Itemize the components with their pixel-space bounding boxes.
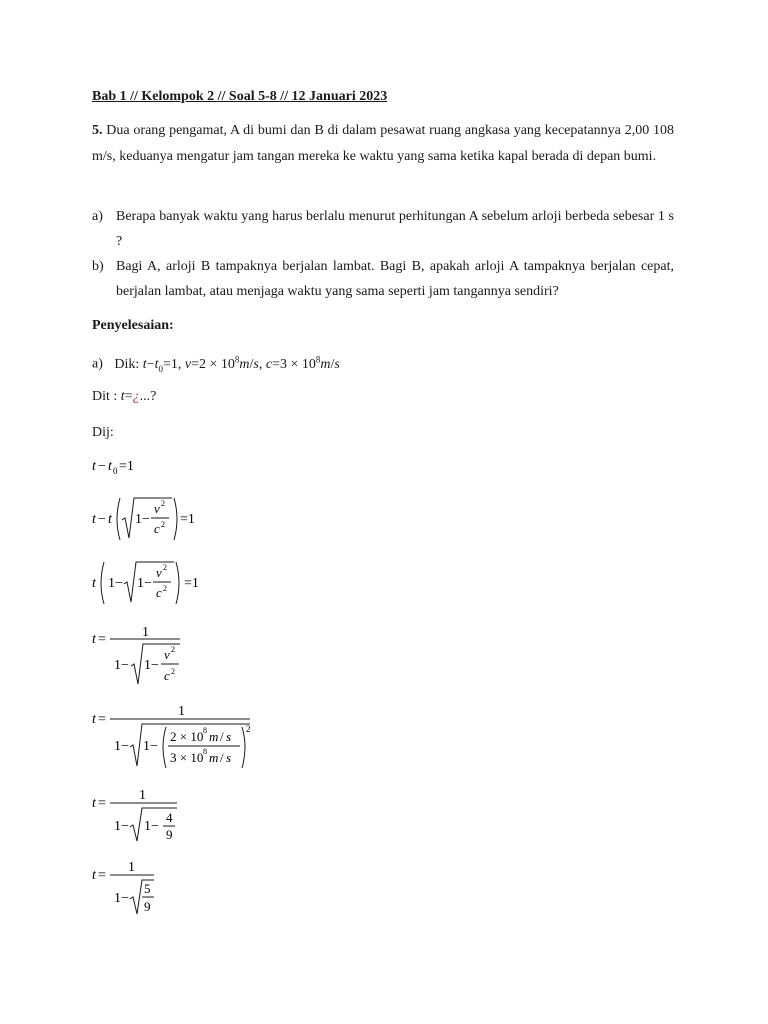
svg-text:−: − [98, 512, 106, 527]
dik-label: Dik: [114, 356, 140, 372]
document-header: Bab 1 // Kelompok 2 // Soal 5-8 // 12 Januari 2023 [92, 89, 388, 104]
equation-5 [88, 700, 268, 772]
svg-text:0: 0 [113, 466, 118, 476]
dit-suffix: ...? [139, 389, 157, 404]
equation-6 [88, 784, 208, 844]
svg-text:1−: 1− [137, 576, 152, 591]
svg-text:c: c [164, 668, 170, 683]
equation-1 [88, 452, 208, 478]
problem-text: Dua orang pengamat, A di bumi dan B di dalam pesawat ruang angkasa yang kecepatannya 2,00 108 m/s, keduanya mengatur jam tangan mereka ke waktu yang sama ketika kapal berada di depan bumi. [92, 123, 674, 164]
svg-text:s: s [226, 750, 232, 765]
question-b [92, 254, 674, 304]
svg-text:5: 5 [144, 881, 151, 896]
svg-text:2: 2 [163, 584, 167, 593]
svg-text:1: 1 [178, 704, 185, 719]
svg-text:1−: 1− [144, 658, 159, 673]
svg-text:t: t [92, 459, 96, 474]
svg-text:=: = [98, 632, 106, 647]
question-a-text: Berapa banyak waktu yang harus berlalu menurut perhitungan A sebelum arloji berbeda sebesar 1 s ? [116, 209, 674, 249]
svg-text:m: m [209, 750, 219, 765]
svg-text:c: c [154, 521, 160, 536]
svg-text:t: t [92, 712, 96, 727]
svg-text:1−: 1− [114, 819, 129, 834]
svg-text:−: − [98, 459, 106, 474]
asked-value [92, 389, 156, 405]
svg-text:t: t [92, 632, 96, 647]
equation-2 [88, 492, 228, 546]
svg-text:3 × 10: 3 × 10 [170, 750, 204, 765]
svg-text:8: 8 [203, 747, 207, 756]
svg-text:v: v [156, 565, 162, 580]
equation-3 [88, 556, 228, 610]
svg-text:8: 8 [203, 726, 207, 735]
svg-text:2: 2 [171, 645, 175, 654]
question-b-label: b) [92, 259, 104, 274]
question-a [92, 204, 674, 254]
problem-number: 5. [92, 123, 103, 138]
solution-title: Penyelesaian: [92, 318, 174, 333]
svg-text:2: 2 [171, 667, 175, 676]
svg-text:1−: 1− [135, 512, 150, 527]
svg-text:t: t [92, 576, 96, 591]
svg-text:=: = [98, 868, 106, 883]
svg-text:t: t [92, 512, 96, 527]
svg-text:=: = [98, 796, 106, 811]
svg-text:2: 2 [161, 499, 165, 508]
equation-7 [88, 856, 188, 920]
svg-text:4: 4 [166, 810, 173, 825]
svg-text:9: 9 [166, 827, 173, 842]
svg-text:1−: 1− [114, 658, 129, 673]
svg-text:1−: 1− [108, 576, 123, 591]
svg-text:t: t [92, 868, 96, 883]
svg-text:c: c [156, 585, 162, 600]
svg-text:/: / [220, 729, 224, 744]
question-a-label: a) [92, 209, 103, 224]
svg-text:1−: 1− [114, 891, 129, 906]
svg-text:=1: =1 [180, 512, 195, 527]
svg-text:t: t [108, 512, 112, 527]
svg-text:=: = [98, 712, 106, 727]
svg-text:2: 2 [161, 520, 165, 529]
svg-text:v: v [154, 501, 160, 516]
svg-text:v: v [164, 647, 170, 662]
svg-text:1−: 1− [143, 739, 158, 754]
question-b-text: Bagi A, arloji B tampaknya berjalan lambat. Bagi B, apakah arloji A tampaknya berjalan cepat, berjalan lambat, atau menjaga waktu yang sama seperti jam tangannya sendiri? [116, 259, 674, 299]
svg-text:9: 9 [144, 899, 151, 914]
svg-text:2: 2 [163, 563, 167, 572]
svg-text:1: 1 [139, 788, 146, 803]
known-values [92, 354, 340, 373]
svg-text:/: / [220, 750, 224, 765]
svg-text:1: 1 [128, 860, 135, 875]
svg-text:1−: 1− [144, 819, 159, 834]
svg-text:2 × 10: 2 × 10 [170, 729, 204, 744]
dit-label: Dit : [92, 389, 118, 404]
svg-text:t: t [108, 459, 112, 474]
equation-4 [88, 620, 228, 688]
dij-label: Dij: [92, 425, 114, 440]
svg-text:1: 1 [142, 625, 149, 640]
asked-equation: t=¿ [120, 389, 140, 404]
svg-text:=1: =1 [119, 459, 134, 474]
solution-a-label: a) [92, 356, 103, 372]
svg-text:t: t [92, 796, 96, 811]
svg-text:2: 2 [246, 724, 251, 734]
svg-text:m: m [209, 729, 219, 744]
svg-text:1−: 1− [114, 739, 129, 754]
svg-text:s: s [226, 729, 232, 744]
known-equation: $t-t_0=1$, $v=2 \times 10^8m/s$, $c=3 \times 10^8m/s$ [142, 354, 340, 374]
svg-text:=1: =1 [184, 576, 199, 591]
problem-statement [92, 118, 674, 169]
